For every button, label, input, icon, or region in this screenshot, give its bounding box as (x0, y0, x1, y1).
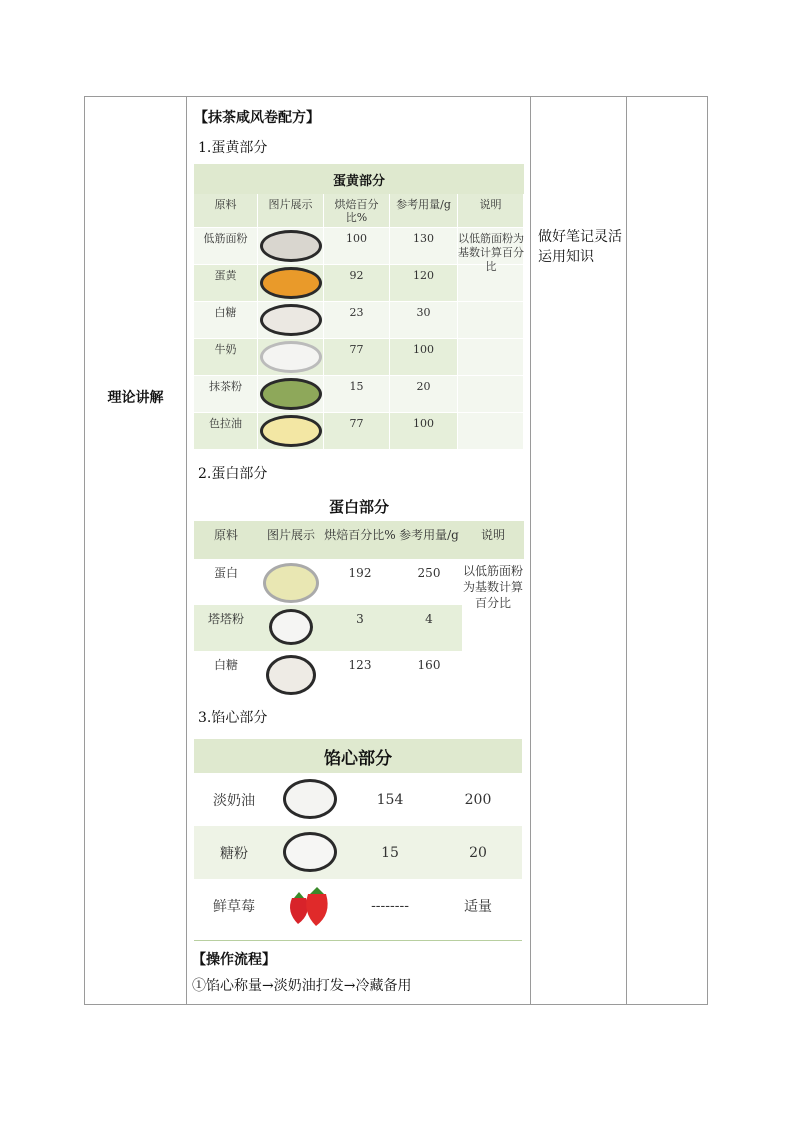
white-table (194, 491, 524, 697)
percent-value: 3 (324, 605, 396, 651)
note-text: 做好笔记灵活运用知识 (538, 229, 622, 265)
yolk-table (194, 164, 524, 450)
amount-value: 适量 (464, 898, 492, 915)
amount-value: 200 (464, 791, 492, 808)
percent-value: 92 (324, 265, 390, 302)
header-cell: 图片展示 (266, 528, 315, 542)
ingredient-photo (258, 339, 324, 376)
ingredient-name: 糖粉 (220, 845, 248, 862)
percent-value: 192 (348, 566, 372, 580)
header-cell: 烘焙百分比% (324, 194, 390, 228)
header-cell: 说明 (458, 194, 524, 228)
amount-value: 100 (390, 339, 458, 376)
amount-value: 30 (390, 302, 458, 339)
yolk-remark: 以低筋面粉为基数计算百分比 (458, 232, 524, 273)
ingredient-photo (258, 302, 324, 339)
percent-value: -------- (371, 897, 409, 914)
percent-value: 15 (381, 844, 399, 861)
amount-value: 120 (390, 265, 458, 302)
percent-value: 100 (324, 228, 390, 265)
ingredient-photo (258, 413, 324, 450)
percent-value: 15 (324, 376, 390, 413)
table-row (194, 826, 522, 879)
table-row (194, 302, 524, 339)
yolk-table-title: 蛋黄部分 (194, 164, 524, 194)
remark-cell (458, 339, 524, 376)
strawberry-icon (282, 884, 338, 928)
ingredient-photo (258, 376, 324, 413)
ingredient-name: 鲜草莓 (213, 898, 255, 915)
table-bottom-rule (194, 940, 522, 941)
row-label: 理论讲解 (107, 390, 164, 406)
table-row (194, 376, 524, 413)
yolk-table-header (194, 194, 524, 228)
amount-value: 20 (469, 844, 487, 861)
ingredient-photo (274, 826, 346, 879)
white-table-header (194, 521, 524, 559)
remark-cell (458, 302, 524, 339)
process-step: ①馅心称量→淡奶油打发→冷藏备用 (192, 978, 412, 994)
table-row (194, 339, 524, 376)
header-cell: 烘焙百分比% (324, 528, 396, 542)
column-divider (530, 97, 531, 1004)
percent-value: 23 (324, 302, 390, 339)
filling-table (194, 739, 522, 941)
white-subtitle: 2.蛋白部分 (198, 466, 268, 482)
table-row (194, 879, 522, 932)
yolk-subtitle: 1.蛋黄部分 (198, 140, 268, 156)
amount-value: 160 (417, 658, 441, 672)
header-cell: 原料 (194, 194, 258, 228)
ingredient-name: 淡奶油 (213, 792, 255, 809)
header-cell: 原料 (213, 528, 238, 542)
ingredient-name: 塔塔粉 (194, 605, 258, 651)
table-row (194, 651, 524, 697)
ingredient-name: 白糖 (194, 302, 258, 339)
percent-value: 77 (324, 339, 390, 376)
table-row (194, 605, 524, 651)
lesson-table (84, 96, 708, 1005)
header-cell: 参考用量/g (399, 528, 459, 542)
table-row (194, 773, 522, 826)
ingredient-photo (258, 265, 324, 302)
header-cell: 说明 (480, 528, 505, 542)
ingredient-photo (258, 559, 324, 605)
remark-cell (462, 651, 524, 697)
ingredient-name: 低筋面粉 (194, 228, 258, 265)
amount-value: 100 (390, 413, 458, 450)
strawberry-photo (274, 879, 346, 932)
percent-value: 154 (376, 791, 404, 808)
column-divider (626, 97, 627, 1004)
amount-value: 250 (417, 566, 441, 580)
ingredient-name: 色拉油 (194, 413, 258, 450)
ingredient-name: 蛋白 (213, 566, 238, 580)
process-title: 【操作流程】 (192, 952, 276, 968)
column-divider (186, 97, 187, 1004)
amount-value: 130 (390, 228, 458, 265)
amount-value: 4 (396, 605, 462, 651)
ingredient-photo (258, 228, 324, 265)
ingredient-photo (274, 773, 346, 826)
ingredient-name: 蛋黄 (194, 265, 258, 302)
section-title: 【抹茶咸风卷配方】 (194, 110, 320, 126)
filling-table-title: 馅心部分 (194, 739, 522, 773)
ingredient-photo (258, 651, 324, 697)
ingredient-name: 牛奶 (194, 339, 258, 376)
ingredient-name: 白糖 (213, 658, 238, 672)
table-row (194, 413, 524, 450)
remark-cell (462, 605, 524, 651)
header-cell: 参考用量/g (390, 194, 458, 228)
ingredient-name: 抹茶粉 (194, 376, 258, 413)
white-remark: 以低筋面粉为基数计算百分比 (462, 564, 523, 610)
white-table-title: 蛋白部分 (328, 497, 389, 516)
ingredient-photo (258, 605, 324, 651)
remark-cell (458, 376, 524, 413)
percent-value: 123 (348, 658, 372, 672)
percent-value: 77 (324, 413, 390, 450)
remark-cell (458, 413, 524, 450)
filling-subtitle: 3.馅心部分 (198, 710, 268, 726)
amount-value: 20 (390, 376, 458, 413)
header-cell: 图片展示 (258, 194, 324, 228)
